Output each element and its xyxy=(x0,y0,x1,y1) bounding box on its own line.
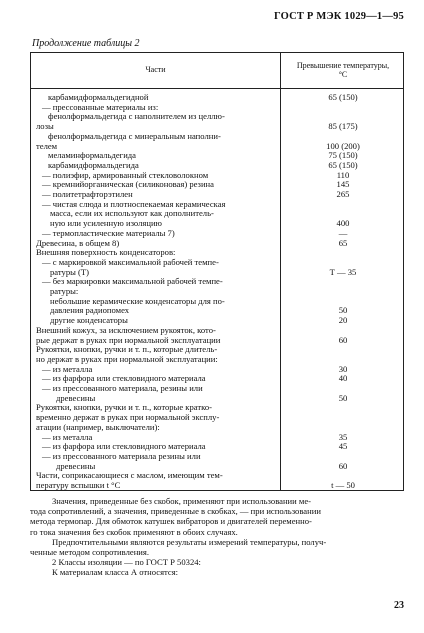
table-row xyxy=(31,142,403,151)
value-cell: 110 xyxy=(336,169,350,180)
table-row xyxy=(31,287,403,296)
table-row xyxy=(31,180,403,189)
part-cell: Рукоятки, кнопки, ручки и т. п., которые длитель- xyxy=(36,344,218,355)
part-cell: древесины xyxy=(56,392,96,403)
table-row xyxy=(31,384,403,393)
note-line: Предпочтительными являются результаты измерений температуры, получ- xyxy=(52,536,327,547)
part-cell: Внешний кожух, за исключением рукояток, кото- xyxy=(36,324,216,335)
part-cell: фенолформальдегида с наполнителем из целлю- xyxy=(48,111,225,122)
table-row xyxy=(31,433,403,442)
table-row xyxy=(31,277,403,286)
value-cell: 30 xyxy=(338,363,348,374)
part-cell: — термопластические материалы 7) xyxy=(42,227,175,238)
value-cell: 65 (150) xyxy=(328,159,358,170)
part-cell: масса, если их используют как дополнитель- xyxy=(50,208,214,219)
part-cell: рые держат в руках при нормальной эксплуатации xyxy=(36,334,221,345)
part-cell: — из фарфора или стекловидного материала xyxy=(42,441,206,452)
part-cell: меламинформальдегида xyxy=(48,150,136,161)
value-cell: t — 50 xyxy=(331,480,355,490)
part-cell: другие конденсаторы xyxy=(50,315,128,326)
part-cell: — чистая слюда и плотноспекаемая керамическая xyxy=(42,198,226,209)
part-cell: древесины xyxy=(56,460,96,471)
part-cell: — прессованные материалы из: xyxy=(42,101,159,112)
value-cell: 65 (150) xyxy=(328,92,358,102)
part-cell: Рукоятки, кнопки, ручки и т. п., которые кратко- xyxy=(36,402,213,413)
table-row xyxy=(31,93,403,102)
page-number: 23 xyxy=(394,600,404,611)
part-cell: небольшие керамические конденсаторы для по- xyxy=(50,295,225,306)
table-row xyxy=(31,365,403,374)
value-cell: 50 xyxy=(338,305,348,316)
note-line: ченные методом сопротивления. xyxy=(30,546,149,557)
table-row xyxy=(31,471,403,480)
table-row xyxy=(31,403,403,412)
part-cell: телем xyxy=(36,140,58,151)
part-cell: Части, соприкасающиеся с маслом, имеющим тем- xyxy=(36,470,223,481)
table-continuation-caption: Продолжение таблицы 2 xyxy=(32,38,140,49)
parts-column-header: Части xyxy=(145,65,166,74)
part-cell: — с маркировкой максимальной рабочей темпе- xyxy=(42,256,219,267)
table-row xyxy=(31,122,403,131)
table-row xyxy=(31,229,403,238)
part-cell: временно держат в руках при нормальной эксплу- xyxy=(36,412,220,423)
value-cell: 65 xyxy=(338,237,348,248)
part-cell: ную или усиленную изоляцию xyxy=(50,218,162,229)
table-row xyxy=(31,219,403,228)
part-cell: — полиэфир, армированный стекловолокном xyxy=(42,169,209,180)
value-cell: 20 xyxy=(338,315,348,326)
part-cell: — политетрафторэтилен xyxy=(42,189,133,199)
value-cell: 50 xyxy=(338,392,348,403)
table-row xyxy=(31,374,403,383)
part-cell: — из фарфора или стекловидного материала xyxy=(42,373,206,384)
note-line: 2 Классы изоляции — по ГОСТ Р 50324: xyxy=(52,557,201,568)
table-row xyxy=(31,355,403,364)
value-cell: 60 xyxy=(338,334,348,345)
part-cell: давления радиопомех xyxy=(50,305,130,316)
temperature-header-line2: °С xyxy=(338,70,348,79)
table-row xyxy=(31,151,403,160)
value-cell: 265 xyxy=(336,189,350,199)
table-row xyxy=(31,200,403,209)
part-cell: карбамидформальдегида xyxy=(48,159,139,170)
note-line: Значения, приведенные без скобок, применяют при использовании ме- xyxy=(52,496,312,506)
part-cell: — из прессованного материала резины или xyxy=(42,450,201,461)
value-cell: 45 xyxy=(338,441,348,452)
value-cell: 75 (150) xyxy=(328,150,358,161)
part-cell: ратуры: xyxy=(50,286,79,296)
note-line: го тока значения без скобок применяют в обоих случаях. xyxy=(30,526,238,537)
table-notes xyxy=(30,496,404,578)
part-cell: фенолформальдегида с минеральным наполни- xyxy=(48,130,221,141)
table-row xyxy=(31,297,403,306)
table-row xyxy=(31,423,403,432)
temperature-header-line1: Превышение температуры, xyxy=(296,61,390,70)
table-row xyxy=(31,103,403,112)
table-row xyxy=(31,306,403,315)
table-row xyxy=(31,190,403,199)
table-row xyxy=(31,442,403,451)
table-row xyxy=(31,326,403,335)
part-cell: — кремнийорганическая (силиконовая) резина xyxy=(42,179,214,190)
value-cell: 100 (200) xyxy=(326,140,360,151)
table-row xyxy=(31,209,403,218)
table-row xyxy=(31,248,403,257)
value-cell: 40 xyxy=(338,373,348,384)
part-cell: карбамидформальдегидной xyxy=(48,92,149,102)
part-cell: ратуры (Т) xyxy=(50,266,90,277)
header-divider xyxy=(31,88,403,89)
table-row xyxy=(31,345,403,354)
table-row xyxy=(31,132,403,141)
table-row xyxy=(31,239,403,248)
part-cell: но держат в руках при нормальной эксплуатации: xyxy=(36,353,218,364)
part-cell: Внешняя поверхность конденсаторов: xyxy=(36,247,176,258)
part-cell: — из металла xyxy=(42,431,93,442)
table-row xyxy=(31,268,403,277)
note-line: метода термопар. Для обмоток катушек вибраторов и двигателей переменно- xyxy=(30,516,312,527)
table-row xyxy=(31,413,403,422)
table-row xyxy=(31,316,403,325)
part-cell: — из прессованного материала, резины или xyxy=(42,383,203,393)
value-cell: Т — 35 xyxy=(329,266,357,277)
table-row xyxy=(31,258,403,267)
table-row xyxy=(31,394,403,403)
part-cell: — без маркировки максимальной рабочей темпе- xyxy=(42,276,223,287)
table-row xyxy=(31,336,403,345)
part-cell: атации (например, выключатели): xyxy=(36,421,160,432)
table-row xyxy=(31,161,403,170)
table-row xyxy=(31,452,403,461)
document-header: ГОСТ Р МЭК 1029—1—95 xyxy=(274,11,404,22)
table-row xyxy=(31,481,403,490)
table-row xyxy=(31,171,403,180)
note-line: К материалам класса А относятся: xyxy=(52,567,179,578)
value-cell: 85 (175) xyxy=(328,121,358,132)
value-cell: 60 xyxy=(338,460,348,471)
value-cell: 35 xyxy=(338,431,348,442)
note-line: тода сопротивлений, а значения, приведенные в скобках, — при использовании xyxy=(30,506,321,517)
part-cell: — из металла xyxy=(42,363,93,374)
part-cell: лозы xyxy=(36,121,54,132)
value-cell: 145 xyxy=(336,179,350,190)
temperature-rise-table xyxy=(30,52,404,491)
value-cell: — xyxy=(338,227,348,238)
table-row xyxy=(31,462,403,471)
table-row xyxy=(31,112,403,121)
part-cell: пературу вспышки t °С xyxy=(36,480,121,490)
part-cell: Древесина, в общем 8) xyxy=(36,237,120,248)
temperature-column-header xyxy=(281,61,405,79)
value-cell: 400 xyxy=(336,218,350,229)
